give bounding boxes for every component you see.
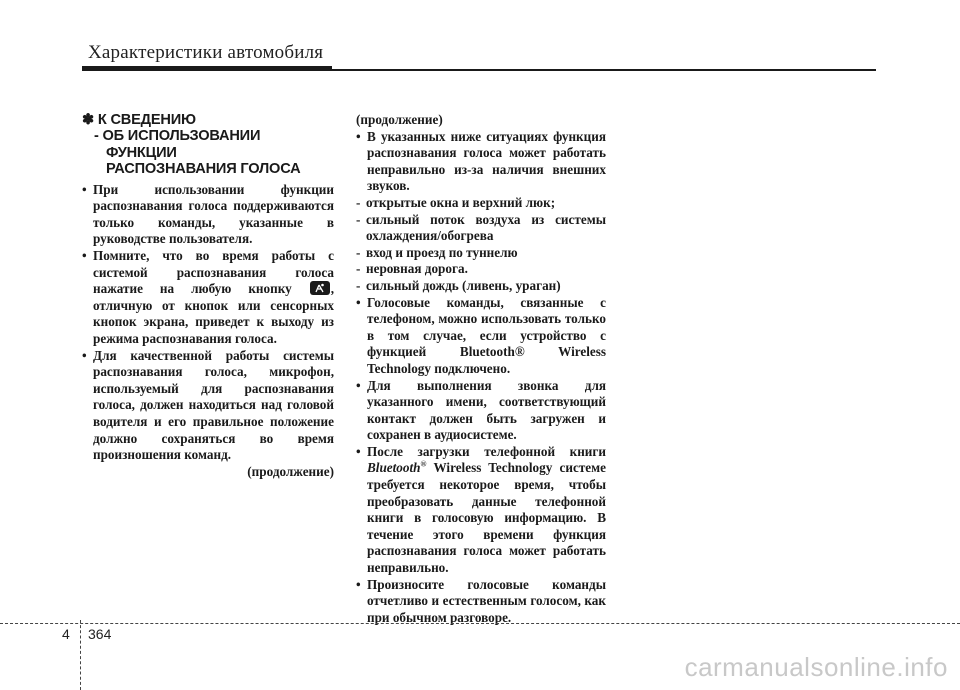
situation-item: - вход и проезд по туннелю [356,245,606,262]
info-heading-line3: ФУНКЦИИ [106,144,177,161]
situation-item: - неровная дорога. [356,261,606,278]
header-title: Характеристики автомобиля [88,42,324,63]
chapter-number: 4 [62,626,70,642]
info-heading [82,112,334,178]
right-column [356,112,606,626]
note-bullet: • Для качественной работы системы распознавания голоса, микрофон, используемый для распознавания голоса, должен находиться над головой водителя и его правильное положение должно сохраняться во время произношения команд. [82,348,334,464]
info-heading-line4: РАСПОЗНАВАНИЯ ГОЛОСА [106,161,301,178]
info-heading-line2: - ОБ ИСПОЛЬЗОВАНИИ [94,128,261,145]
note-bullet [82,248,334,348]
registered-mark: ® [420,460,427,470]
note-text: Wireless Technology системе требуется некоторое время, чтобы преобразовать данные телефонной книги в голосовую информацию. В течение этого времени функция распознавания голоса может работать неправильно. [367,460,606,576]
left-column [82,112,334,480]
header-rule-thick [82,66,332,71]
note-text: После загрузки телефонной книги [367,443,606,459]
bluetooth-brand: Bluetooth [367,460,421,476]
continued-label: (продолжение) [356,112,443,127]
situation-item: - сильный поток воздуха из системы охлаждения/обогрева [356,212,606,245]
note-bullet: • При использовании функции распознавания голоса поддерживаются только команды, указанные в руководстве пользователя. [82,182,334,248]
page-number: 364 [88,626,112,642]
continued-label: (продолжение) [247,463,334,479]
situation-item: - сильный дождь (ливень, ураган) [356,278,606,295]
footer-vertical-divider [80,620,81,690]
note-bullet: • Голосовые команды, связанные с телефоном, можно использовать только в том случае, если устройство с функцией Bluetooth® Wireless Technology подключено. [356,295,606,378]
voice-command-icon [310,281,330,295]
note-bullet: • Произносите голосовые команды отчетливо и естественным голосом, как при обычном разговоре. [356,577,606,627]
watermark: carmanualsonline.info [684,652,948,682]
note-bullet: • Для выполнения звонка для указанного имени, соответствующий контакт должен быть загружен и сохранен в аудиосистеме. [356,378,606,444]
header-rule-thin [332,69,876,71]
info-heading-line1: ✽ К СВЕДЕНИЮ [82,112,196,128]
note-text: , отличную от кнопок или сенсорных кнопок экрана, приведет к выходу из режима распознавания голоса. [93,281,334,346]
note-bullet [356,444,606,577]
situation-item: - открытые окна и верхний люк; [356,195,606,212]
note-bullet: • В указанных ниже ситуациях функция распознавания голоса может работать неправильно из-за наличия внешних звуков. [356,129,606,195]
note-text: Помните, что во время работы с системой распознавания голоса нажатие на любую кнопку [93,248,334,297]
footer-divider [0,623,960,624]
